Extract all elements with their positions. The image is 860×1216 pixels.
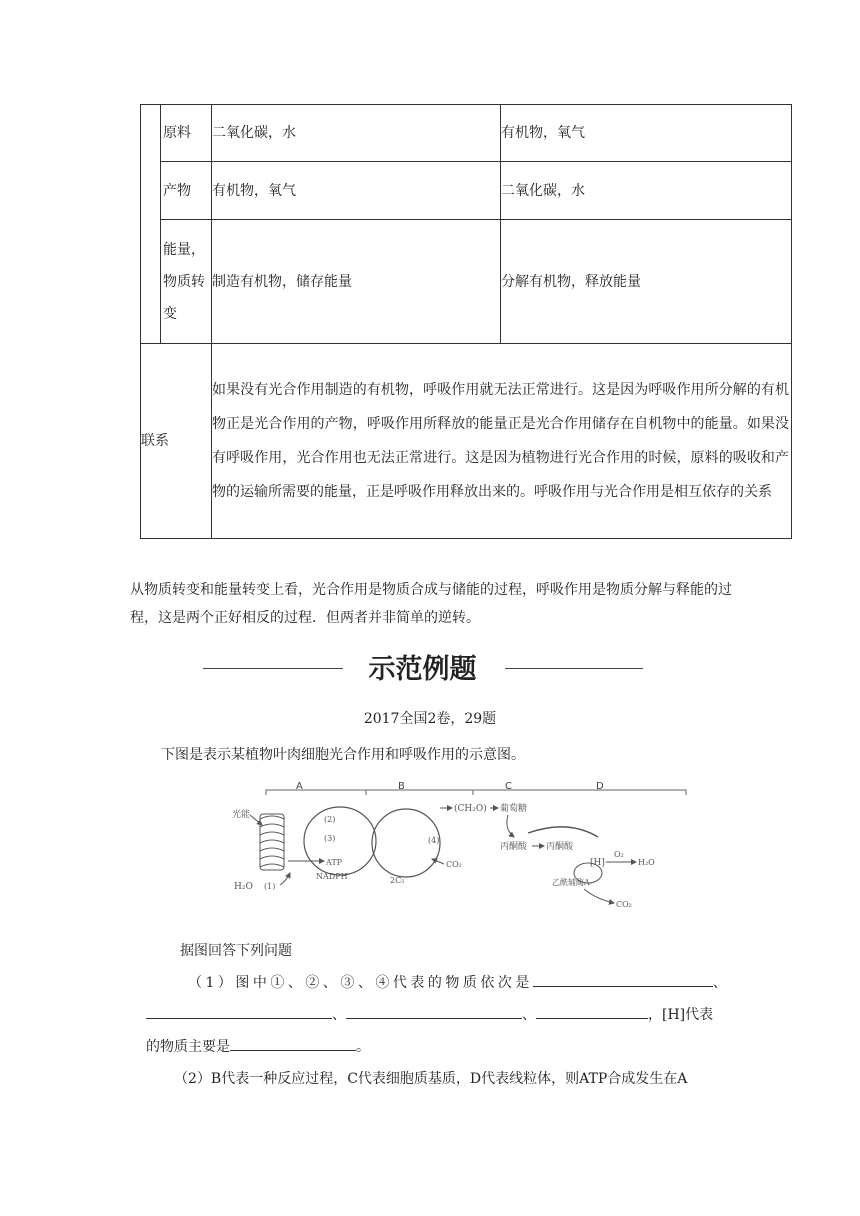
photosynthesis-cell: 制造有机物，储存能量: [212, 220, 501, 344]
answer-blank-2[interactable]: [146, 1004, 332, 1019]
respiration-cell: 有机物，氧气: [501, 105, 792, 162]
photosynthesis-cell: 有机物，氧气: [212, 162, 501, 220]
photosynthesis-cell: 二氧化碳，水: [212, 105, 501, 162]
row-label: [161, 220, 212, 344]
ch2o-label: (CH₂O): [454, 804, 487, 814]
thylakoid-stack-icon: [260, 814, 284, 870]
region-label-c: C: [505, 781, 512, 792]
photosynthesis-respiration-diagram: [228, 781, 688, 922]
label-line: 物质转: [163, 273, 205, 290]
water-label: H₂O: [234, 882, 253, 892]
region-label-b: B: [398, 781, 405, 792]
oxygen-label: O₂: [614, 850, 624, 859]
separator: 、: [522, 1007, 536, 1023]
label-line: 能量，: [163, 241, 205, 258]
question-intro: 下图是表示某植物叶肉细胞光合作用和呼吸作用的示意图。: [161, 747, 525, 763]
answer-blank-4[interactable]: [536, 1004, 648, 1019]
comparison-table: [140, 104, 792, 539]
question-1-tail-2: 的物质主要是: [146, 1039, 230, 1055]
atp-label: ATP: [326, 858, 343, 867]
question-1-line-3: [146, 1036, 370, 1056]
link-text: 如果没有光合作用制造的有机物，呼吸作用就无法正常进行。这是因为呼吸作用所分解的有机物正是光合作用的产物，呼吸作用所释放的能量正是光合作用储存在自机物中的能量。如果没有呼吸作用，光合作用也无法正常进行。这是因为植物进行光合作用的时候，原料的吸收和产物的运输所需要的能量，正是呼吸作用释放出来的。呼吸作用与光合作用是相互依存的关系: [212, 344, 792, 539]
question-1-text: （1）图中①、②、③、④代表的物质依次是: [188, 975, 533, 991]
nadph-label: NADPH: [316, 872, 348, 881]
table-blank-cell: [141, 105, 161, 344]
answer-blank-3[interactable]: [346, 1004, 522, 1019]
c5-label: 2C₅: [390, 876, 405, 885]
water-out-label: H₂O: [638, 858, 655, 867]
pyruvate-label: 丙酮酸: [500, 842, 528, 852]
question-2: （2）B代表一种反应过程，C代表细胞质基质，D代表线粒体，则ATP合成发生在A: [174, 1071, 688, 1087]
link-label: 联系: [141, 344, 212, 539]
respiration-cell: 分解有机物，释放能量: [501, 220, 792, 344]
row-label: 产物: [161, 162, 212, 220]
label-line: 变: [163, 305, 177, 322]
answer-blank-5[interactable]: [230, 1036, 356, 1051]
table-row: [141, 105, 792, 162]
label-1: (1): [264, 882, 276, 891]
separator: 、: [332, 1007, 346, 1023]
full-stop: 。: [356, 1039, 370, 1055]
glucose-label: 葡萄糖: [500, 804, 528, 814]
question-source: 2017全国2卷，29题: [363, 711, 497, 727]
label-2: (2): [324, 815, 336, 824]
section-heading: [200, 650, 645, 690]
answer-blank-1[interactable]: [533, 972, 713, 987]
separator: 、: [712, 975, 731, 991]
co2-in-label: CO₂: [446, 860, 462, 869]
summary-paragraph: 从物质转变和能量转变上看，光合作用是物质合成与储能的过程，呼吸作用是物质分解与释能的过程，这是两个正好相反的过程．但两者并非简单的逆转。: [130, 582, 732, 626]
question-1-line-1: [188, 972, 730, 992]
region-label-d: D: [596, 781, 604, 792]
table-row: [141, 162, 792, 220]
hydrogen-label: [H]: [590, 858, 605, 868]
table-row: [141, 220, 792, 344]
question-1-tail: ，[H]代表: [648, 1007, 714, 1023]
heading-rule-right: [505, 668, 643, 669]
row-label: 原料: [161, 105, 212, 162]
region-label-a: A: [296, 781, 303, 792]
answer-prompt: 据图回答下列问题: [180, 943, 292, 959]
respiration-cell: 二氧化碳，水: [501, 162, 792, 220]
acetyl-coa-label: 乙酰辅酶A: [552, 878, 590, 887]
light-label: 光能: [232, 810, 251, 820]
label-4: (4): [428, 836, 440, 845]
question-1-line-2: [146, 1004, 713, 1024]
region-bracket: [266, 790, 686, 795]
co2-out-label: CO₂: [616, 900, 632, 909]
pyruvate-mito-label: 丙酮酸: [546, 842, 574, 852]
label-3: (3): [324, 834, 336, 843]
section-title: 示范例题: [368, 654, 477, 685]
table-row: [141, 344, 792, 539]
